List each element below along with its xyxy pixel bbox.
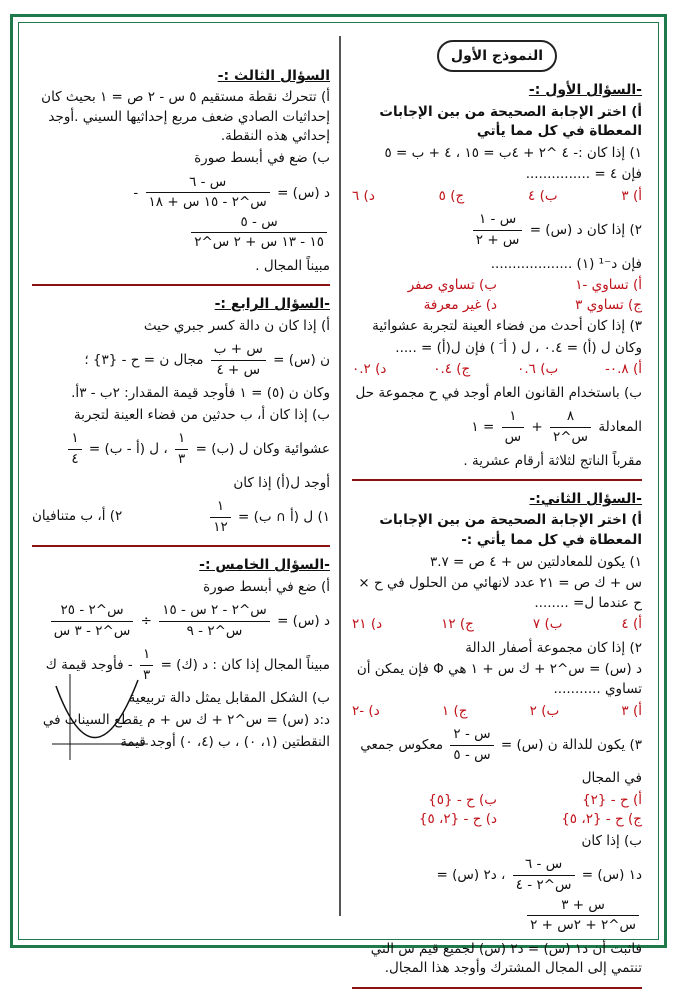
column-divider <box>339 36 341 916</box>
q5-expression: د (س) = $\frac{\text{س\textasciicircum{}٢ - ٢ س - ١٥}}{\text{س\textasciicircum{}٢ - ٩}}$ ÷ $\frac{\text{س\textasciicircum{}٢ - ٢٥}}{\text{س\textasciicircum{}٢ - ٣ س}}$ <box>32 601 330 641</box>
option: ب) ٢ <box>529 702 560 719</box>
fraction: $\frac{١}{٤}$ <box>68 429 81 469</box>
option: ب) ٧ <box>532 616 563 633</box>
q2-item2-options <box>352 702 642 722</box>
q1-item3-options <box>352 360 642 380</box>
separator <box>32 284 330 286</box>
fraction: $\frac{١}{٣}$ <box>140 645 153 685</box>
q3-part-b: ب) ضع في أبسط صورة <box>194 149 330 166</box>
q3-title: السؤال الثالث :- <box>217 68 330 84</box>
q5-part-a: أ) ضع في أبسط صورة <box>203 578 330 595</box>
q1-title: -السؤال الأول :- <box>528 82 642 99</box>
fraction: $\frac{\text{س\textasciicircum{}٢ - ٢٥}}{\text{س\textasciicircum{}٢ - ٣ س}}$ <box>51 601 134 641</box>
option: د) غير معرفة <box>423 296 497 313</box>
q2-item3-options <box>352 791 642 830</box>
q2-item1: ١) يكون للمعادلتين س + ٤ ص = ٣.٧ <box>429 553 642 570</box>
q2-proof: فاثبت أن د١ (س) = د٢ (س) لجميع قيم س التي تنتمي إلى المجال المشترك وأوجد هذا المجال. <box>370 940 642 977</box>
option: ج) ح - {٢، ٥} <box>561 811 642 828</box>
q1-item2-options <box>352 276 642 315</box>
q1-item2-then: فإن د⁻¹ (١) ................... <box>490 255 642 272</box>
q1-item1-then: فإن ٤ = ............... <box>525 166 642 183</box>
separator <box>352 479 642 481</box>
q5-part-b: ب) الشكل المقابل يمثل دالة تربيعية <box>128 690 330 707</box>
fraction: $\frac{\text{س + ٣}}{\text{س\textasciicircum{}٢ + ٢س + ٢}}$ <box>527 896 639 936</box>
option: د) -٢ <box>352 702 380 719</box>
model-title-badge: النموذج الأول <box>437 40 557 72</box>
option: ب) ح - {٥} <box>428 791 497 808</box>
q2-item3-then: في المجال <box>581 770 642 787</box>
option: د) ٦ <box>352 187 375 204</box>
q4-function: ن (س) = $\frac{\text{س + ب}}{\text{س + ٤}}$ مجال ن = ح - {٣} ؛ <box>32 340 330 380</box>
q4-title: -السؤال الرابع :- <box>214 296 330 313</box>
q4-find: أوجد ل(أ) إذا كان <box>233 474 330 491</box>
q4-case2: ٢) أ، ب متنافيان <box>32 508 123 525</box>
q2-item1-options <box>352 615 642 635</box>
q2-title: -السؤال الثاني:- <box>529 491 642 508</box>
q4-part-a-line2: وكان ن (٥) = ١ فأوجد قيمة المقدار: ٢ب - ٣أ. <box>71 385 330 402</box>
q1-part-b: ب) باستخدام القانون العام أوجد في ح مجموعة حل <box>355 384 642 401</box>
q2-item2: ٢) إذا كان مجموعة أصفار الدالة <box>465 639 642 656</box>
q4-part-a: أ) إذا كان ن دالة كسر جبري حيث <box>143 317 330 334</box>
option: د) ٢١ <box>352 616 383 633</box>
q1-item1: ١) إذا كان :- ٤ ^٢ + ٤ب = ١٥ ، ٤ + ب = ٥ <box>384 144 642 161</box>
q1-equation: المعادلة $\frac{٨}{\text{س\textasciicircum{}٢}}$ + $\frac{١}{\text{س}}$ = ١ <box>352 407 642 447</box>
q2-part-b: ب) إذا كان <box>581 832 642 849</box>
q5-part-b-line3: النقطتين (١، ٠) ، ب (٤، ٠) أوجد قيمة <box>120 733 330 750</box>
option: أ) ٠.٨- <box>605 361 642 378</box>
parabola-graph <box>50 672 150 762</box>
fraction: $\frac{١}{١٢}$ <box>210 497 231 537</box>
option: أ) ٣ <box>621 702 642 719</box>
q4-cases <box>32 497 330 537</box>
q4-probabilities: عشوائية وكان ل (ب) = $\frac{١}{٣}$ ، ل (أ - ب) = $\frac{١}{٤}$ <box>32 429 330 469</box>
separator <box>32 545 330 547</box>
q2-item3: ٣) يكون للدالة ن (س) = $\frac{\text{س - ٢}}{\text{س - ٥}}$ معكوس جمعي <box>352 725 642 765</box>
q5-title: -السؤال الخامس :- <box>199 557 330 574</box>
q4-case1: ١) ل (أ ∩ ب) = $\frac{١}{١٢}$ <box>207 497 330 537</box>
fraction: $\frac{١}{٣}$ <box>175 429 188 469</box>
q3-expression: د (س) = $\frac{\text{س - ٦}}{\text{س\textasciicircum{}٢ - ١٥ س + ١٨}}$ - $\frac{\text{س - ٥}}{\text{١٥ - ١٣ س + ٢ س\textasciicircum{}٢}}$ <box>32 173 330 253</box>
q1-item3-line2: وكان ل (أ) = ٠.٤ ، ل ( أ َ ) فإن ل(أ) = ..... <box>395 339 642 356</box>
option: ب) تساوي صفر <box>407 277 497 294</box>
q5-part-b-line2: د:د (س) = س^٢ + ك س + م يقطع السينات في <box>42 711 330 728</box>
q1-item1-options <box>352 187 642 207</box>
fraction: $\frac{\text{س - ٦}}{\text{س\textasciicircum{}٢ - ٤}}$ <box>513 855 575 895</box>
q1-item2: ٢) إذا كان د (س) = $\frac{\text{س - ١}}{\text{س + ٢}}$ <box>352 210 642 250</box>
option: ج) ٥ <box>438 187 465 204</box>
option: د) ٠.٢ <box>352 361 387 378</box>
option: ج) ١ <box>441 702 468 719</box>
option: أ) تساوي -١ <box>575 277 642 294</box>
fraction: $\frac{\text{س - ٢}}{\text{س - ٥}}$ <box>450 725 493 765</box>
option: ب) ٤ <box>528 187 558 204</box>
separator <box>352 987 642 989</box>
q3-note: مبيناً المجال . <box>255 257 330 274</box>
option: ب) ٠.٦ <box>517 361 559 378</box>
right-column <box>352 30 642 997</box>
option: أ) ٤ <box>621 616 642 633</box>
option: ج) تساوي ٣ <box>575 296 642 313</box>
fraction: $\frac{١}{\text{س}}$ <box>502 407 524 447</box>
option: ج) ١٢ <box>441 616 474 633</box>
q2-functions: د١ (س) = $\frac{\text{س - ٦}}{\text{س\textasciicircum{}٢ - ٤}}$ ، د٢ (س) = $\frac{\text{س + ٣}}{\text{س\textasciicircum{}٢ + ٢س + ٢}}$ <box>352 855 642 935</box>
option: أ) ح - {٢} <box>582 791 642 808</box>
left-column <box>32 60 330 754</box>
q2-item1-line2: س + ك ص = ٢١ عدد لانهائي من الحلول في ح × ح عندما ل= ........ <box>358 575 642 611</box>
q5-domain: مبيناً المجال إذا كان : د (ك) = $\frac{١}{٣}$ - فأوجد قيمة ك <box>32 645 330 685</box>
fraction: $\frac{\text{س - ٥}}{\text{١٥ - ١٣ س + ٢ س\textasciicircum{}٢}}$ <box>191 213 327 253</box>
q1-instruction: أ) اختر الإجابة الصحيحة من بين الإجابات المعطاة في كل مما يأتي <box>379 103 642 140</box>
q2-item2-line2: د (س) = س^٢ + ك س + ١ هي Φ فإن يمكن أن تساوي ........... <box>356 661 642 697</box>
q4-part-b: ب) إذا كان أ، ب حدثين من فضاء العينة لتجربة <box>73 406 330 423</box>
fraction: $\frac{\text{س - ٦}}{\text{س\textasciicircum{}٢ - ١٥ س + ١٨}}$ <box>146 173 270 213</box>
fraction: $\frac{\text{س + ب}}{\text{س + ٤}}$ <box>211 340 266 380</box>
q3-part-a: أ) تتحرك نقطة مستقيم ٥ س - ٢ ص = ١ بحيث كان إحداثيات الصادي ضعف مربع إحداثيها السيني .أوجد إحداثي هذه النقطة. <box>41 89 330 145</box>
q1-item3: ٣) إذا كان أحدث من فضاء العينة لتجربة عشوائية <box>372 318 642 335</box>
parabola-curve <box>56 680 138 738</box>
fraction: $\frac{\text{س - ١}}{\text{س + ٢}}$ <box>473 210 523 250</box>
option: د) ح - {٢، ٥} <box>418 811 497 828</box>
option: أ) ٣ <box>621 187 642 204</box>
q2-instruction: أ) اختر الإجابة الصحيحة من بين الإجابات المعطاة في كل مما يأتي :- <box>379 512 642 549</box>
q1-note: مقرباً الناتج لثلاثة أرقام عشرية . <box>463 452 642 469</box>
fraction: $\frac{٨}{\text{س\textasciicircum{}٢}}$ <box>550 407 591 447</box>
option: ج) ٠.٤ <box>433 361 471 378</box>
fraction: $\frac{\text{س\textasciicircum{}٢ - ٢ س - ١٥}}{\text{س\textasciicircum{}٢ - ٩}}$ <box>159 601 270 641</box>
